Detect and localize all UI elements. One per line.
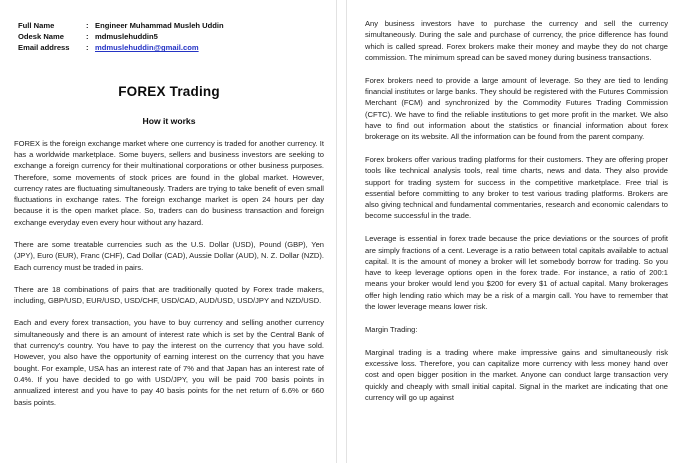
meta-row-full-name (18, 20, 324, 31)
meta-row-email-address (18, 42, 324, 53)
email-address-separator: : (86, 43, 89, 53)
paragraph: Each and every forex transaction, you have to buy currency and selling another currency simultaneously and there is an amount of interest rate which is set by the Central Bank of that currency's country. You have to pay the interest on the currency that you have sold. However, you also have the opportunity of earning interest on the currency that you have bought. For example, USA has an interest rate of 7% and that Japan has an interest rate of 0.4%. If you have decided to go with USD/JPY, you will be paid 700 basis points in annualized interest and you have to pay 40 basis points for the net return of 6.6% or 660 basis points. (14, 318, 324, 407)
email-address-label: Email address (18, 43, 70, 53)
odesk-name-value: mdmuslehuddin5 (95, 32, 158, 42)
paragraph: FOREX is the foreign exchange market where one currency is traded for another currency. It has a worldwide marketplace. Some buyers, sellers and business investors are seeking to exchange a foreign currency for their multinational corporations or other business purposes. Therefore, some movements of stock prices are found in the global market. However, currency rates are fluctuating simultaneously. Traders are trying to take benefit of even small fluctuations in exchange rates. The foreign exchange market is open 24 hours per day because it is the open market place. So, traders can do business transaction and foreign exchange everyday even every hour without any hazard. (14, 138, 324, 227)
odesk-name-label: Odesk Name (18, 32, 65, 42)
right-page (347, 0, 680, 463)
right-column-body (365, 18, 668, 403)
full-name-value: Engineer Muhammad Musleh Uddin (95, 21, 224, 30)
meta-row-odesk-name (18, 31, 324, 42)
document-subtitle: How it works (142, 115, 196, 126)
page-divider (336, 0, 347, 463)
left-column-body (14, 138, 324, 408)
section-heading-margin-trading: Margin Trading: (365, 324, 418, 334)
paragraph: Leverage is essential in forex trade because the price deviations or the sources of profit are simply fractions of a cent. Leverage is a ratio between total capitals available to actual capital. It is the amount of money a broker will let somebody borrow for trading. So you have to keep leverage options open in the forex trade. For instance, a ratio of 200:1 means your broker would lend you $200 for every $1 of actual capital. Many brokerages offer high lending ratio which may be a risk of a margin call. You have to remember that the lower leverage means lower risk. (365, 234, 668, 312)
author-info-block (18, 20, 324, 54)
full-name-separator: : (86, 21, 89, 30)
paragraph: There are 18 combinations of pairs that are traditionally quoted by Forex trade makers, including, GBP/USD, EUR/USD, USD/CHF, USD/CAD, AUD/USD, USD/JPY and NZD/USD. (14, 284, 324, 306)
paragraph: Any business investors have to purchase the currency and sell the currency simultaneously. During the sale and purchase of currency, the price difference has found which is called spread. Forex brokers make their money and maybe they do not charge commission. The minimum spread can be saved money during business transactions. (365, 19, 668, 62)
left-page (0, 0, 336, 463)
full-name-label: Full Name (18, 21, 55, 30)
paragraph: There are some treatable currencies such as the U.S. Dollar (USD), Pound (GBP), Yen (JPY), Euro (EUR), Franc (CHF), Cad Dollar (CAD), Aussie Dollar (AUD), N. Z. Dollar (NZD). Each currency must be traded in pairs. (14, 239, 324, 272)
paragraph: Forex brokers offer various trading platforms for their customers. They are offering proper tools like technical analysis tools, real time charts, news and data. They also provide support for trading system for success in the competitive marketplace. Free trial is essential before committing to any broker to test various trading platforms. Brokers are also giving technical and fundamental commentaries, research and economic calendars to become successful in the trade. (365, 154, 668, 221)
paragraph: Forex brokers need to provide a large amount of leverage. So they are tied to lending financial institutes or large banks. They should be registered with the Futures Commission Merchant (FCM) and synchronized by the Commodity Futures Trading Commission (CFTC). We have to find the reliable institutions to get more profit in the market. We also have to find out information about the statistics or financial information about forex brokerage on its website. All the information can be found from the parent company. (365, 75, 668, 142)
document-title: FOREX Trading (118, 83, 220, 99)
email-address-link[interactable]: mdmuslehuddin@gmail.com (95, 43, 199, 53)
paragraph: Marginal trading is a trading where make impressive gains and simultaneously risk excessive loss. Therefore, you can capitalize more currency with less money hand over cost and open bigger position in the market. Anyone can conduct large transaction very quickly and cheaply with small initial capital. Signal in the market are indicating that one currency will go up against (365, 347, 668, 402)
odesk-name-separator: : (86, 32, 89, 42)
